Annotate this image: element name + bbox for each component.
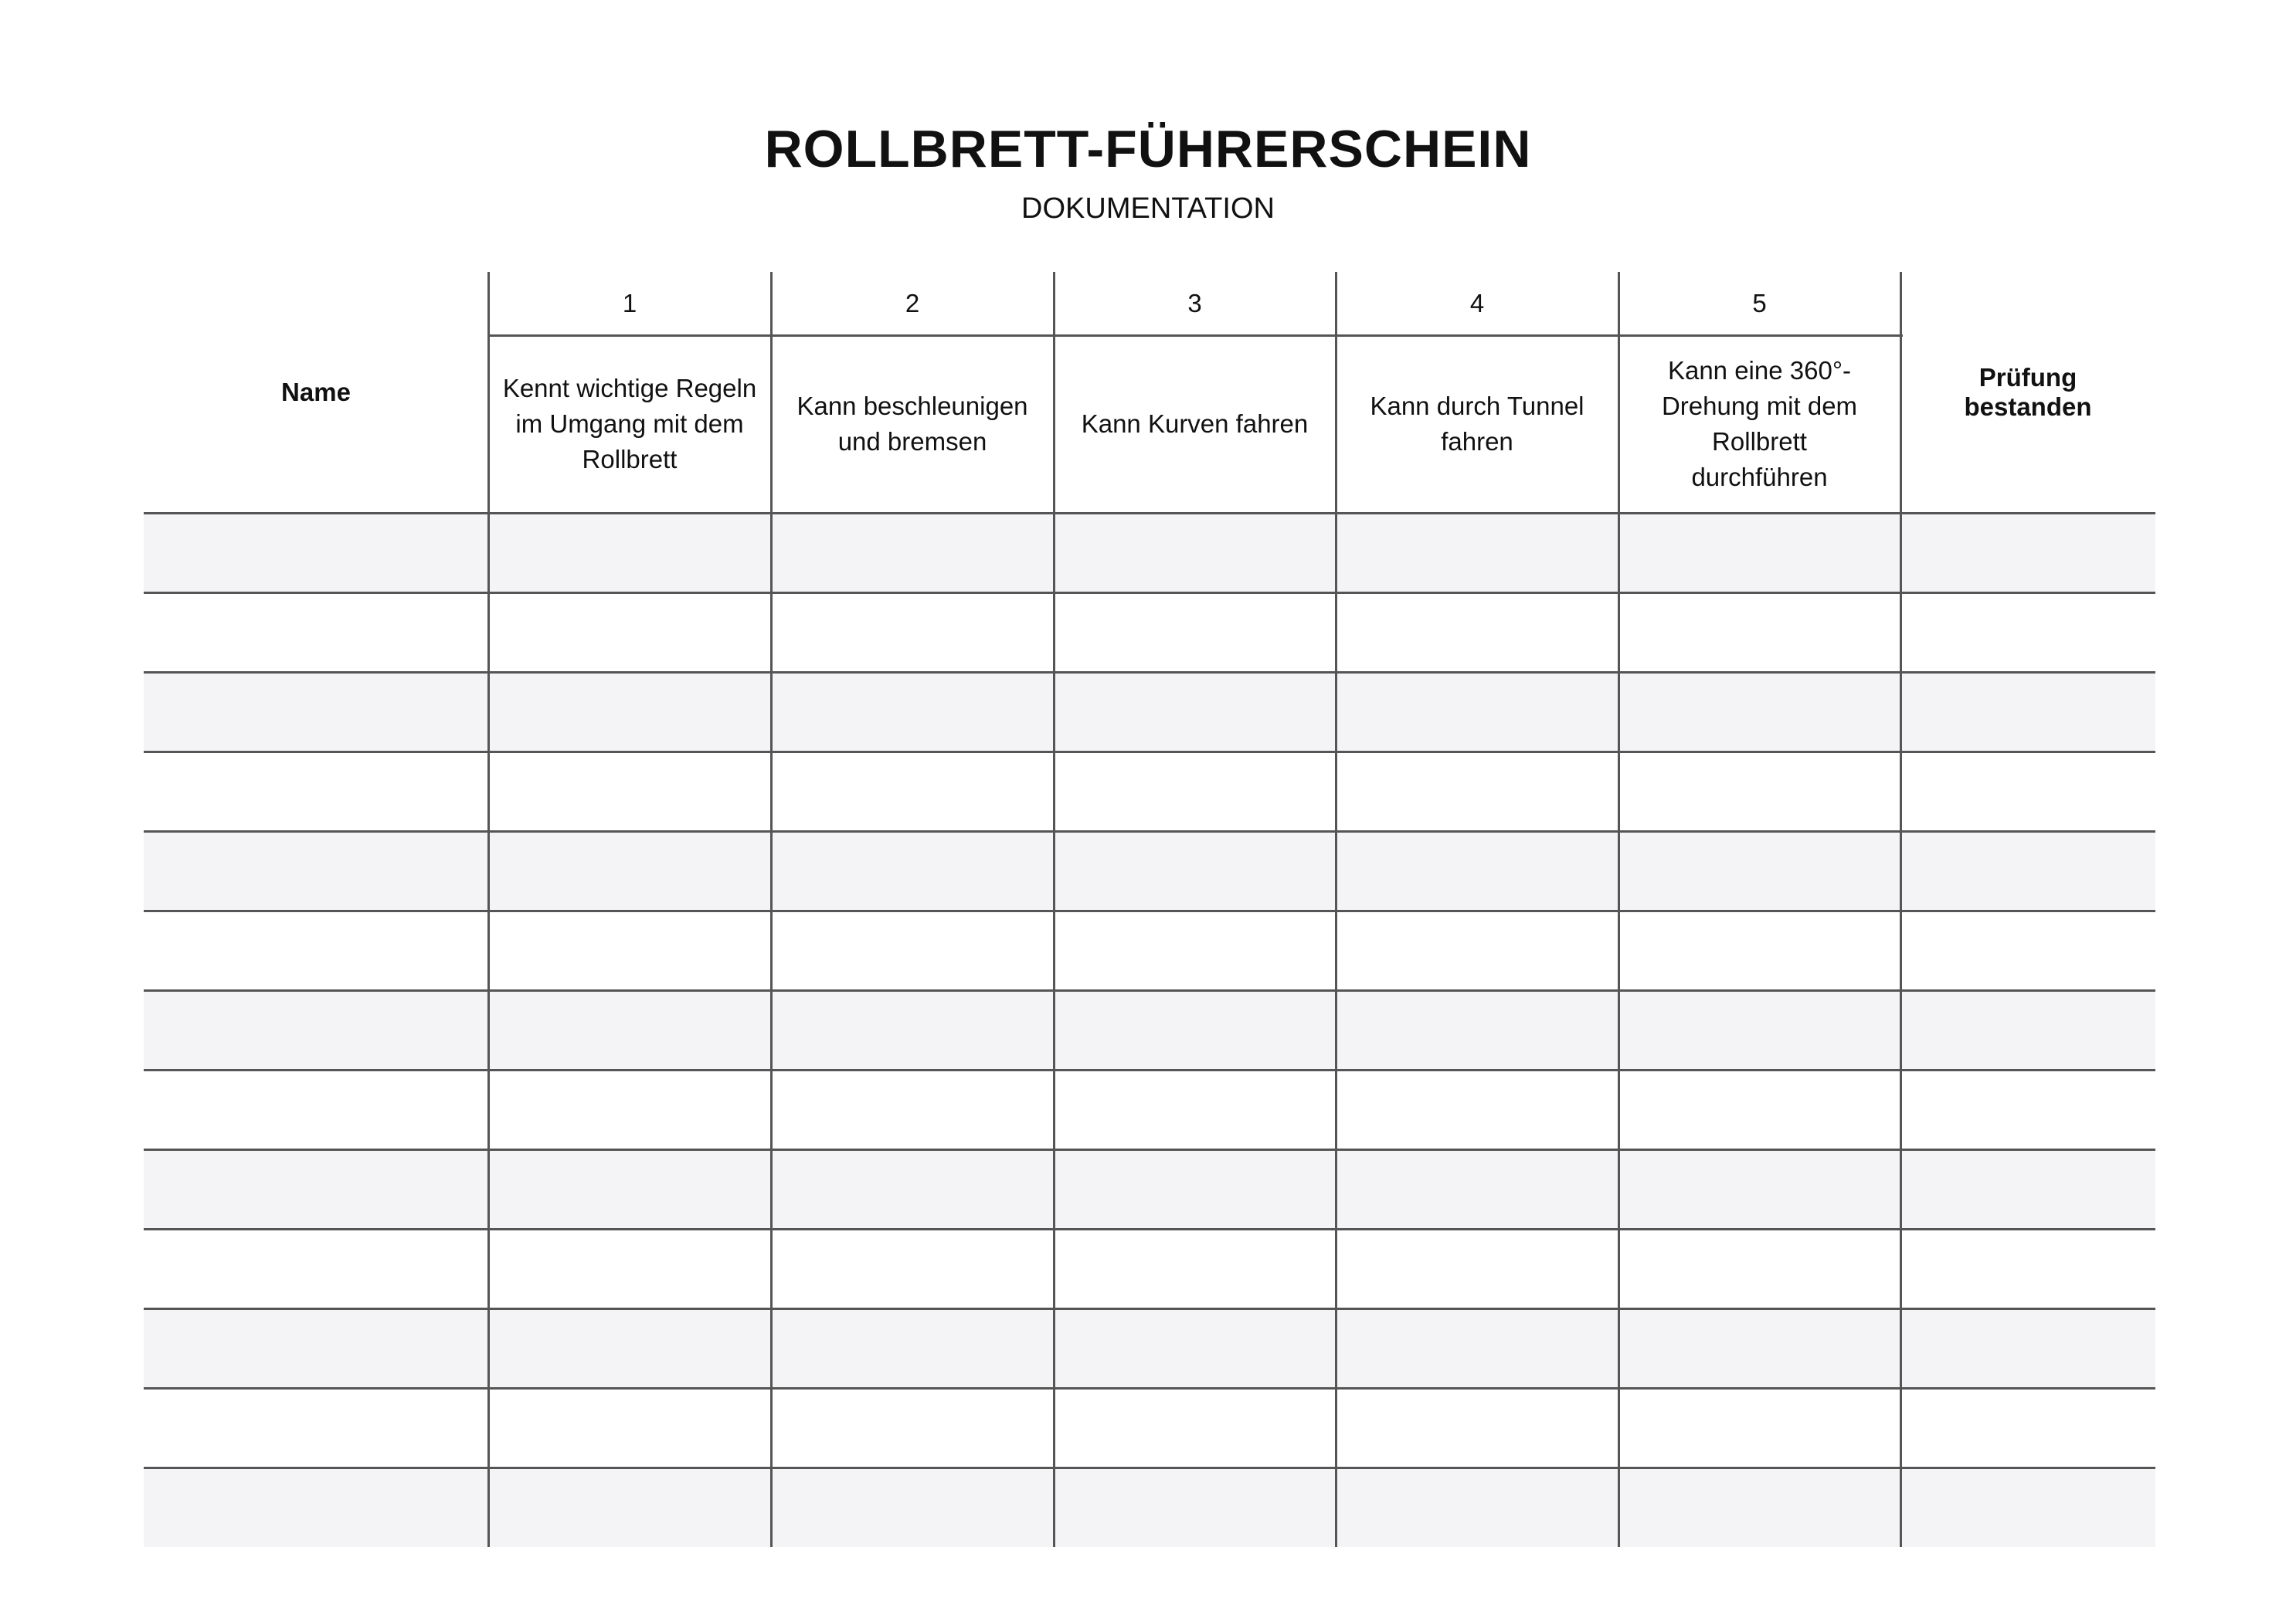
passed-cell[interactable]	[1900, 1388, 2155, 1468]
criterion-cell[interactable]	[1054, 672, 1336, 752]
page-subtitle: DOKUMENTATION	[1021, 192, 1275, 225]
name-cell[interactable]	[144, 911, 488, 990]
name-column-header: Name	[281, 378, 351, 406]
passed-cell[interactable]	[1900, 1308, 2155, 1388]
criterion-cell[interactable]	[488, 1388, 771, 1468]
name-cell[interactable]	[144, 1149, 488, 1229]
name-cell[interactable]	[144, 592, 488, 672]
criterion-cell[interactable]	[1336, 911, 1618, 990]
criterion-cell[interactable]	[771, 752, 1054, 831]
criterion-cell[interactable]	[1618, 1070, 1900, 1149]
criterion-cell[interactable]	[1054, 911, 1336, 990]
criterion-cell[interactable]	[488, 831, 771, 911]
criterion-cell[interactable]	[771, 911, 1054, 990]
criterion-cell[interactable]	[1054, 1149, 1336, 1229]
criterion-cell[interactable]	[1618, 831, 1900, 911]
name-cell[interactable]	[144, 1388, 488, 1468]
criterion-cell[interactable]	[488, 911, 771, 990]
criterion-cell[interactable]	[1618, 1308, 1900, 1388]
header-divider	[488, 334, 1903, 337]
criterion-cell[interactable]	[1336, 1308, 1618, 1388]
criterion-cell[interactable]	[771, 1229, 1054, 1308]
criterion-label-5: Kann eine 360°-Drehung mit dem Rollbrett durchführen	[1661, 356, 1858, 491]
criterion-cell[interactable]	[771, 1070, 1054, 1149]
criterion-cell[interactable]	[771, 1468, 1054, 1547]
criterion-cell[interactable]	[488, 672, 771, 752]
passed-cell[interactable]	[1900, 1229, 2155, 1308]
criterion-cell[interactable]	[771, 513, 1054, 592]
name-cell[interactable]	[144, 1468, 488, 1547]
passed-cell[interactable]	[1900, 1149, 2155, 1229]
criterion-label-2: Kann beschleunigen und bremsen	[796, 392, 1028, 456]
criterion-cell[interactable]	[771, 592, 1054, 672]
name-cell[interactable]	[144, 1070, 488, 1149]
criterion-cell[interactable]	[1336, 1070, 1618, 1149]
passed-cell[interactable]	[1900, 1070, 2155, 1149]
criterion-cell[interactable]	[1618, 752, 1900, 831]
criterion-number-3: 3	[1187, 289, 1202, 317]
criterion-cell[interactable]	[488, 513, 771, 592]
criterion-cell[interactable]	[488, 1070, 771, 1149]
criterion-cell[interactable]	[771, 990, 1054, 1070]
criterion-cell[interactable]	[1618, 1388, 1900, 1468]
criterion-cell[interactable]	[1054, 1388, 1336, 1468]
criterion-cell[interactable]	[1618, 1149, 1900, 1229]
name-cell[interactable]	[144, 752, 488, 831]
criterion-cell[interactable]	[1336, 1468, 1618, 1547]
criterion-cell[interactable]	[1618, 513, 1900, 592]
criterion-number-1: 1	[622, 289, 637, 317]
criterion-label-4: Kann durch Tunnel fahren	[1370, 392, 1584, 456]
criterion-cell[interactable]	[1054, 513, 1336, 592]
criterion-cell[interactable]	[771, 672, 1054, 752]
criterion-number-2: 2	[905, 289, 920, 317]
criterion-cell[interactable]	[1336, 672, 1618, 752]
criterion-cell[interactable]	[771, 1149, 1054, 1229]
criterion-cell[interactable]	[488, 592, 771, 672]
criterion-cell[interactable]	[1336, 513, 1618, 592]
name-cell[interactable]	[144, 1229, 488, 1308]
passed-cell[interactable]	[1900, 752, 2155, 831]
name-cell[interactable]	[144, 831, 488, 911]
criterion-cell[interactable]	[1618, 1229, 1900, 1308]
criterion-cell[interactable]	[771, 831, 1054, 911]
name-cell[interactable]	[144, 513, 488, 592]
criterion-cell[interactable]	[1618, 672, 1900, 752]
criterion-label-1: Kennt wichtige Regeln im Umgang mit dem Rollbrett	[502, 374, 757, 473]
passed-cell[interactable]	[1900, 513, 2155, 592]
passed-cell[interactable]	[1900, 592, 2155, 672]
criterion-cell[interactable]	[1336, 592, 1618, 672]
criterion-cell[interactable]	[1054, 752, 1336, 831]
criterion-cell[interactable]	[488, 1468, 771, 1547]
criterion-cell[interactable]	[1054, 1229, 1336, 1308]
criterion-cell[interactable]	[1336, 752, 1618, 831]
criterion-cell[interactable]	[488, 752, 771, 831]
documentation-table	[144, 272, 2155, 1545]
criterion-cell[interactable]	[1054, 592, 1336, 672]
criterion-cell[interactable]	[1618, 990, 1900, 1070]
criterion-label-3: Kann Kurven fahren	[1081, 409, 1309, 438]
passed-cell[interactable]	[1900, 911, 2155, 990]
criterion-cell[interactable]	[1336, 1229, 1618, 1308]
criterion-cell[interactable]	[1336, 1149, 1618, 1229]
name-cell[interactable]	[144, 990, 488, 1070]
criterion-cell[interactable]	[1054, 1468, 1336, 1547]
criterion-cell[interactable]	[1054, 990, 1336, 1070]
page-title: ROLLBRETT-FÜHRERSCHEIN	[764, 120, 1532, 178]
criterion-cell[interactable]	[488, 1149, 771, 1229]
criterion-cell[interactable]	[488, 1229, 771, 1308]
criterion-cell[interactable]	[488, 1308, 771, 1388]
passed-column-header: Prüfung bestanden	[1964, 363, 2092, 421]
criterion-cell[interactable]	[488, 990, 771, 1070]
criterion-cell[interactable]	[1054, 1308, 1336, 1388]
criterion-number-4: 4	[1469, 289, 1485, 317]
passed-cell[interactable]	[1900, 672, 2155, 752]
criterion-cell[interactable]	[1618, 592, 1900, 672]
criterion-cell[interactable]	[1618, 1468, 1900, 1547]
criterion-cell[interactable]	[771, 1388, 1054, 1468]
criterion-cell[interactable]	[1336, 1388, 1618, 1468]
name-cell[interactable]	[144, 672, 488, 752]
passed-cell[interactable]	[1900, 990, 2155, 1070]
passed-cell[interactable]	[1900, 1468, 2155, 1547]
criterion-cell[interactable]	[771, 1308, 1054, 1388]
name-cell[interactable]	[144, 1308, 488, 1388]
criterion-cell[interactable]	[1618, 911, 1900, 990]
criterion-cell[interactable]	[1054, 1070, 1336, 1149]
criterion-cell[interactable]	[1054, 831, 1336, 911]
criterion-cell[interactable]	[1336, 990, 1618, 1070]
criterion-number-5: 5	[1752, 289, 1767, 317]
passed-cell[interactable]	[1900, 831, 2155, 911]
criterion-cell[interactable]	[1336, 831, 1618, 911]
